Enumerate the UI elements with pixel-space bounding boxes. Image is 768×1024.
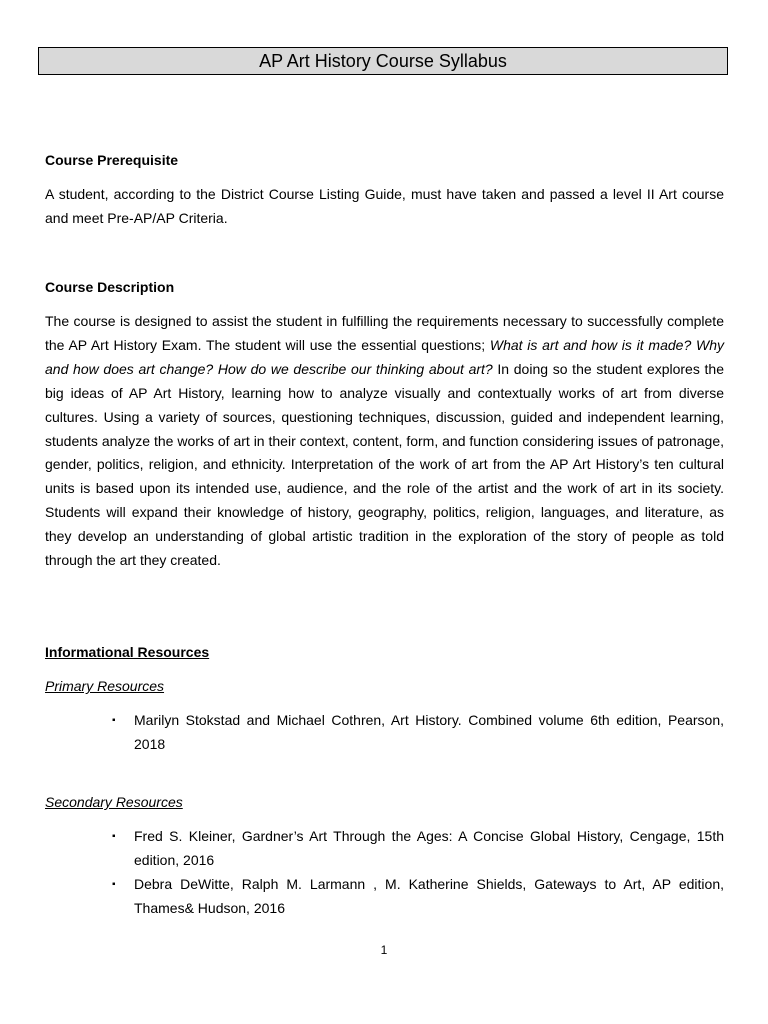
secondary-resource-2: Debra DeWitte, Ralph M. Larmann , M. Katherine Shields, Gateways to Art, AP edition, Thames& Hudson, 2016	[134, 876, 724, 916]
resources-heading: Informational Resources	[45, 644, 210, 660]
secondary-resource-1: Fred S. Kleiner, Gardner’s Art Through the Ages: A Concise Global History, Cengage, 15th edition, 2016	[134, 828, 724, 868]
secondary-resources-heading: Secondary Resources	[45, 794, 183, 810]
description-text	[45, 310, 724, 573]
list-item	[112, 709, 724, 757]
prerequisite-text: A student, according to the District Course Listing Guide, must have taken and passed a level II Art course and meet Pre-AP/AP Criteria.	[45, 186, 724, 226]
bullet-icon: ▪	[112, 879, 116, 890]
primary-resources-heading: Primary Resources	[45, 678, 165, 694]
list-item	[112, 825, 724, 873]
essential-questions: What is art and how is it made? Why and how does art change? How do we describe our thinking about art?	[45, 336, 724, 377]
prerequisite-heading: Course Prerequisite	[45, 152, 179, 168]
page-title: AP Art History Course Syllabus	[38, 47, 728, 75]
primary-resource-1: Marilyn Stokstad and Michael Cothren, Art History. Combined volume 6th edition, Pearson, 2018	[134, 712, 724, 752]
description-heading: Course Description	[45, 279, 175, 295]
bullet-icon: ▪	[112, 831, 116, 842]
page-number: 1	[380, 943, 388, 957]
list-item	[112, 873, 724, 921]
description-text-start: The course is designed to assist the student in fulfilling the requirements necessary to successfully complete the AP Art History Exam. The student will use the essential questions;	[45, 313, 724, 353]
bullet-icon: ▪	[112, 715, 116, 726]
description-text-end: In doing so the student explores the big ideas of AP Art History, learning how to analyze visually and contextually works of art from diverse cultures. Using a variety of sources, questioning techniques, discussion, guided and independent learning, students analyze the works of art in their context, content, form, and function considering issues of patronage, gender, politics, religion, and ethnicity. Interpretation of the work of art from the AP Art History’s ten cultural units is based upon its intended use, audience, and the role of the artist and the work of art in its society. Students will expand their knowledge of history, geography, politics, religion, languages, and literature, as they develop an understanding of global artistic tradition in the exploration of the story of people as told through the art they created.	[45, 360, 724, 569]
